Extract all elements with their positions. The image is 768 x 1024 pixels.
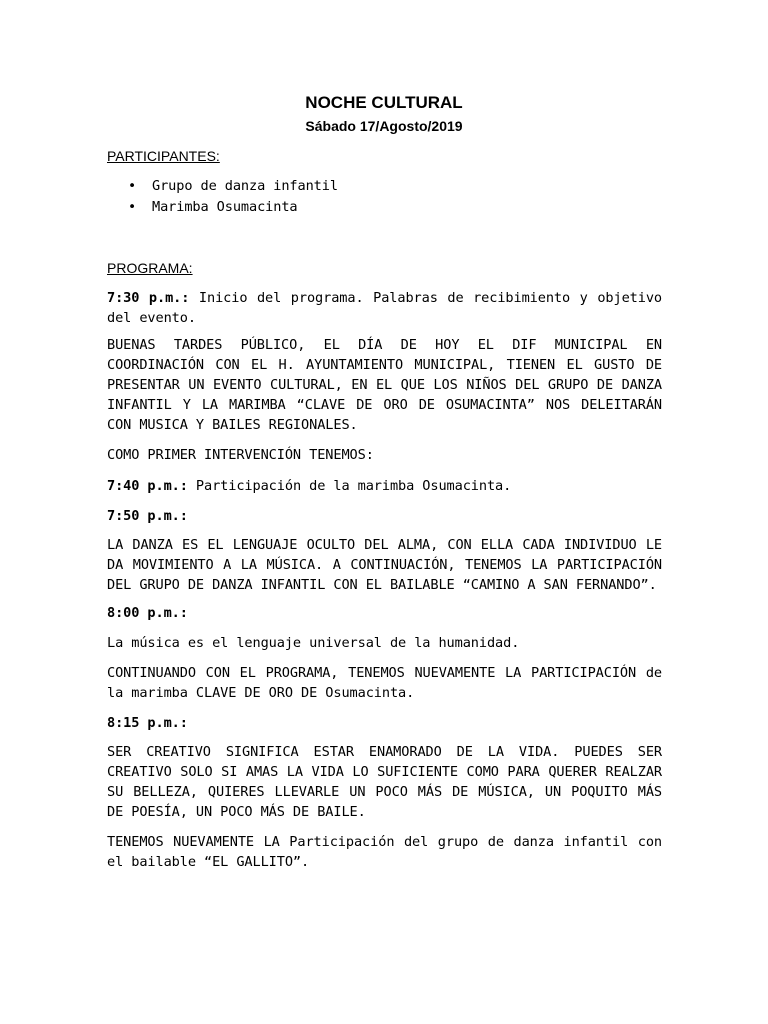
participant-name: Grupo de danza infantil <box>152 178 338 194</box>
welcome-paragraph: BUENAS TARDES PÚBLICO, EL DÍA DE HOY EL DIF MUNICIPAL EN COORDINACIÓN CON EL H. AYUNTAMIENTO MUNICIPAL, TIENEN EL GUSTO DE PRESENTAR UN EVENTO CULTURAL, EN EL QUE LOS NIÑOS DEL GRUPO DE DANZA INFANTIL Y LA MARIMBA “CLAVE DE ORO DE OSUMACINTA” NOS DELEITARÁN CON MUSICA Y BAILES REGIONALES. <box>107 337 662 433</box>
entry-text: Inicio del programa. Palabras de recibimiento y objetivo del evento. <box>107 290 662 326</box>
entry-time: 7:30 p.m.: <box>107 290 190 306</box>
program-heading: PROGRAMA: <box>107 260 193 276</box>
entry-text: Participación de la marimba Osumacinta. <box>187 478 512 494</box>
closing-paragraph: TENEMOS NUEVAMENTE LA Participación del grupo de danza infantil con el bailable “EL GALLITO”. <box>107 834 662 870</box>
event-date: Sábado 17/Agosto/2019 <box>305 118 463 134</box>
entry-time: 7:50 p.m.: <box>107 508 188 524</box>
bullet-icon: • <box>128 199 137 215</box>
entry-time: 7:40 p.m.: <box>107 478 188 494</box>
document-title: NOCHE CULTURAL <box>305 93 463 112</box>
participants-heading: PARTICIPANTES: <box>107 148 220 164</box>
program-entry <box>107 603 662 623</box>
program-entry <box>107 506 662 526</box>
bullet-icon: • <box>128 178 137 194</box>
marimba-paragraph: CONTINUANDO CON EL PROGRAMA, TENEMOS NUEVAMENTE LA PARTICIPACIÓN de la marimba CLAVE DE ORO DE Osumacinta. <box>107 665 662 701</box>
program-entry <box>107 476 662 496</box>
program-entry <box>107 288 662 328</box>
participants-list <box>107 176 338 218</box>
list-item <box>107 176 338 197</box>
participant-name: Marimba Osumacinta <box>152 199 298 215</box>
creativity-paragraph: SER CREATIVO SIGNIFICA ESTAR ENAMORADO DE LA VIDA. PUEDES SER CREATIVO SOLO SI AMAS LA VIDA LO SUFICIENTE COMO PARA QUERER REALZAR SU BELLEZA, QUIERES LLEVARLE UN POCO MÁS DE MÚSICA, UN POQUITO MÁS DE POESÍA, UN POCO MÁS DE BAILE. <box>107 744 662 820</box>
entry-time: 8:00 p.m.: <box>107 605 188 621</box>
music-quote: La música es el lenguaje universal de la humanidad. <box>107 635 520 651</box>
intro-line: COMO PRIMER INTERVENCIÓN TENEMOS: <box>107 447 374 463</box>
program-entry <box>107 713 662 733</box>
dance-paragraph: LA DANZA ES EL LENGUAJE OCULTO DEL ALMA, CON ELLA CADA INDIVIDUO LE DA MOVIMIENTO A LA MÚSICA. A CONTINUACIÓN, TENEMOS LA PARTICIPACIÓN DEL GRUPO DE DANZA INFANTIL CON EL BAILABLE “CAMINO A SAN FERNANDO”. <box>107 537 662 593</box>
list-item <box>107 197 338 218</box>
entry-time: 8:15 p.m.: <box>107 715 188 731</box>
